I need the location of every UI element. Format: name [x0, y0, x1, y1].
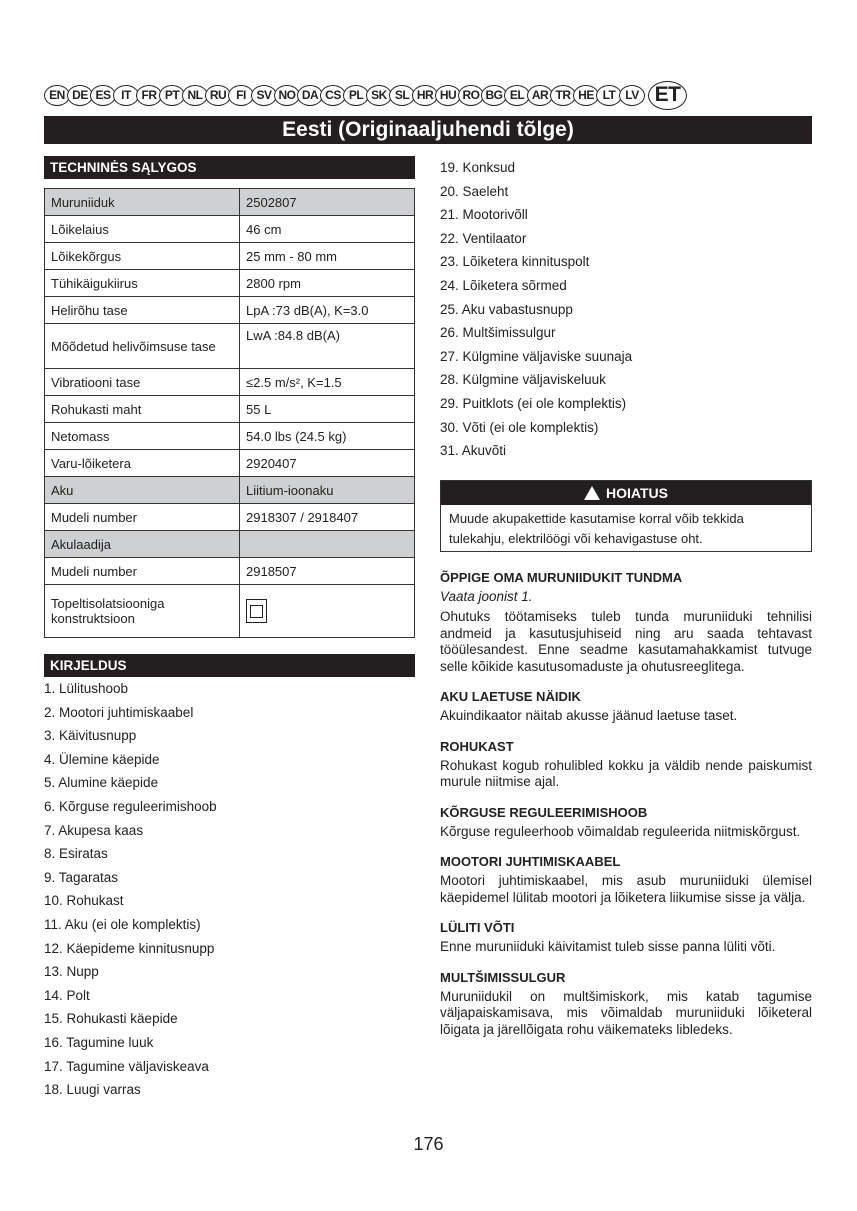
list-item: 21. Mootorivõll — [440, 207, 528, 223]
list-item: 3. Käivitusnupp — [44, 728, 137, 744]
list-item: 1. Lülitushoob — [44, 681, 129, 696]
double-insulation-icon — [246, 599, 267, 623]
lang-badge: RU — [205, 85, 231, 106]
lang-badge: DA — [297, 85, 323, 106]
warning-text: Muude akupakettide kasutamise korral võib tekkida tulekahju, elektrilöögi või kehavigastuse oht. — [449, 510, 744, 546]
list-item: 4. Ülemine käepide — [44, 751, 160, 767]
lang-badge: LV — [619, 85, 645, 106]
warning-heading: HOIATUS — [606, 484, 668, 501]
spec-value: 2502807 — [240, 189, 415, 216]
parts-list-left — [44, 677, 415, 1102]
lang-badge: NO — [274, 85, 300, 106]
lang-badge: HE — [573, 85, 599, 106]
section-text: Akuindikaator näitab akusse jäänud laetuse taset. — [440, 708, 738, 724]
table-row — [45, 423, 415, 450]
table-row — [45, 450, 415, 477]
spec-label: Helirõhu tase — [45, 297, 240, 324]
table-row — [45, 216, 415, 243]
specs-table — [44, 188, 415, 638]
grass-bag-block — [440, 739, 812, 791]
section-text: Rohukast kogub rohulibled kokku ja väldib nende paiskumist murule niitmise ajal. — [440, 757, 812, 790]
list-item: 10. Rohukast — [44, 893, 124, 909]
spec-label: Lõikelaius — [45, 216, 240, 243]
list-item: 2. Mootori juhtimiskaabel — [44, 704, 194, 720]
section-text: Muruniidukil on multšimiskork, mis katab tagumise väljapaiskamisava, mis võimaldab muruniiduki lõiketeral lõigata ja järellõigata rohu väikemateks libledeks. — [440, 988, 812, 1037]
list-item: 26. Multšimissulgur — [440, 325, 556, 341]
list-item: 13. Nupp — [44, 964, 99, 980]
lang-badge: RO — [458, 85, 484, 106]
list-item: 15. Rohukasti käepide — [44, 1011, 178, 1027]
list-item: 20. Saeleht — [440, 183, 509, 199]
description-heading: KIRJELDUS — [44, 654, 415, 677]
table-row — [45, 270, 415, 297]
lang-badge: SV — [251, 85, 277, 106]
lang-badge: CS — [320, 85, 346, 106]
spec-value: 25 mm - 80 mm — [240, 243, 415, 270]
specs-section — [44, 156, 415, 638]
spec-label: Varu-lõiketera — [45, 450, 240, 477]
table-row — [45, 585, 415, 638]
list-item: 25. Aku vabastusnupp — [440, 301, 573, 317]
spec-label: Mudeli number — [45, 504, 240, 531]
table-row — [45, 531, 415, 558]
list-item: 11. Aku (ei ole komplektis) — [44, 916, 201, 932]
spec-value: ≤2.5 m/s², K=1.5 — [240, 369, 415, 396]
warning-triangle-icon — [584, 486, 600, 500]
list-item: 9. Tagaratas — [44, 869, 119, 885]
lang-badge: TR — [550, 85, 576, 106]
table-row — [45, 504, 415, 531]
lang-badge: NL — [182, 85, 208, 106]
spec-value: 2800 rpm — [240, 270, 415, 297]
motor-cable-block — [440, 854, 812, 906]
list-item: 16. Tagumine luuk — [44, 1034, 154, 1050]
spec-value: 2918507 — [240, 558, 415, 585]
spec-value: 55 L — [240, 396, 415, 423]
table-row — [45, 558, 415, 585]
spec-value: 2920407 — [240, 450, 415, 477]
list-item: 27. Külgmine väljaviske suunaja — [440, 348, 633, 364]
table-row — [45, 324, 415, 369]
lang-badge: HR — [412, 85, 438, 106]
section-heading: LÜLITI VÕTI — [440, 920, 515, 936]
section-heading: AKU LAETUSE NÄIDIK — [440, 689, 581, 705]
lang-badge: DE — [67, 85, 93, 106]
spec-label: Netomass — [45, 423, 240, 450]
list-item: 31. Akuvõti — [440, 443, 507, 459]
parts-list-right — [440, 156, 812, 463]
table-row — [45, 396, 415, 423]
list-item: 29. Puitklots (ei ole komplektis) — [440, 395, 627, 411]
lang-badge: FI — [228, 85, 254, 106]
table-row — [45, 369, 415, 396]
section-heading: MOOTORI JUHTIMISKAABEL — [440, 854, 621, 870]
lang-badge: SK — [366, 85, 392, 106]
table-row — [45, 297, 415, 324]
section-heading: MULTŠIMISSULGUR — [440, 969, 566, 985]
section-heading: ROHUKAST — [440, 738, 514, 754]
spec-label: Muruniiduk — [45, 189, 240, 216]
list-item: 30. Võti (ei ole komplektis) — [440, 419, 599, 435]
spec-value — [240, 585, 415, 638]
table-row — [45, 243, 415, 270]
page-title: Eesti (Originaaljuhendi tõlge) — [44, 116, 812, 144]
switch-key-block — [440, 920, 812, 956]
page-number: 176 — [413, 1134, 444, 1154]
list-item: 28. Külgmine väljaviskeluuk — [440, 372, 606, 388]
spec-label: Akulaadija — [45, 531, 240, 558]
spec-value: LwA :84.8 dB(A) — [240, 324, 415, 369]
lang-badge: ES — [90, 85, 116, 106]
list-item: 5. Alumine käepide — [44, 775, 159, 791]
spec-label: Rohukasti maht — [45, 396, 240, 423]
spec-label: Vibratiooni tase — [45, 369, 240, 396]
list-item: 6. Kõrguse reguleerimishoob — [44, 798, 217, 814]
know-mower-block — [440, 570, 812, 676]
list-item: 18. Luugi varras — [44, 1082, 141, 1098]
battery-indicator-block — [440, 689, 812, 725]
height-lever-block — [440, 805, 812, 841]
right-column — [440, 156, 812, 1038]
list-item: 24. Lõiketera sõrmed — [440, 277, 567, 293]
spec-value: LpA :73 dB(A), K=3.0 — [240, 297, 415, 324]
section-text: Mootori juhtimiskaabel, mis asub muruniiduki ülemisel käepidemel lülitab mootori ja lõiketera liikumise sisse ja välja. — [440, 873, 812, 905]
warning-box — [440, 480, 812, 552]
spec-value: 46 cm — [240, 216, 415, 243]
spec-label: Mõõdetud helivõimsuse tase — [45, 324, 240, 369]
lang-badge: BG — [481, 85, 507, 106]
section-text: Kõrguse reguleerhoob võimaldab reguleerida niitmiskõrgust. — [440, 823, 801, 839]
active-language-badge: ET — [648, 81, 687, 110]
section-heading: ÕPPIGE OMA MURUNIIDUKIT TUNDMA — [440, 569, 683, 585]
table-row — [45, 189, 415, 216]
spec-label: Tühikäigukiirus — [45, 270, 240, 297]
spec-label: Topeltisolatsiooniga konstruktsioon — [45, 585, 240, 638]
warning-header — [441, 481, 811, 505]
figure-reference: Vaata joonist 1. — [440, 588, 533, 604]
lang-badge: EN — [44, 85, 70, 106]
language-bar — [44, 80, 816, 110]
lang-badge: FR — [136, 85, 162, 106]
lang-badge: SL — [389, 85, 415, 106]
section-heading: KÕRGUSE REGULEERIMISHOOB — [440, 804, 648, 820]
description-section — [44, 654, 415, 1102]
list-item: 14. Polt — [44, 987, 90, 1003]
specs-heading: TECHNINĖS SĄLYGOS — [44, 156, 415, 179]
spec-value: 2918307 / 2918407 — [240, 504, 415, 531]
lang-badge: PL — [343, 85, 369, 106]
spec-label: Aku — [45, 477, 240, 504]
spec-value — [240, 531, 415, 558]
lang-badge: EL — [504, 85, 530, 106]
list-item: 23. Lõiketera kinnituspolt — [440, 254, 590, 270]
list-item: 12. Käepideme kinnitusnupp — [44, 940, 215, 956]
list-item: 17. Tagumine väljaviskeava — [44, 1058, 209, 1074]
mulching-plug-block — [440, 970, 812, 1039]
lang-badge: AR — [527, 85, 553, 106]
lang-badge: PT — [159, 85, 185, 106]
list-item: 8. Esiratas — [44, 846, 108, 862]
spec-label: Mudeli number — [45, 558, 240, 585]
lang-badge: IT — [113, 85, 139, 106]
table-row — [45, 477, 415, 504]
spec-label: Lõikekõrgus — [45, 243, 240, 270]
lang-badge: HU — [435, 85, 461, 106]
list-item: 22. Ventilaator — [440, 230, 527, 246]
spec-value: Liitium-ioonaku — [240, 477, 415, 504]
spec-value: 54.0 lbs (24.5 kg) — [240, 423, 415, 450]
section-text: Ohutuks töötamiseks tuleb tunda muruniiduki tehnilisi andmeid ja kasutusjuhiseid ning aru saada tehtavast tööülesandest. Enne seadme kasutamahakkamist tutvuge selle kõikide kasutusomaduste ja ohutusreeglitega. — [440, 609, 812, 674]
section-text: Enne muruniiduki käivitamist tuleb sisse panna lüliti võti. — [440, 939, 776, 955]
list-item: 19. Konksud — [440, 160, 516, 175]
lang-badge: LT — [596, 85, 622, 106]
list-item: 7. Akupesa kaas — [44, 822, 144, 838]
